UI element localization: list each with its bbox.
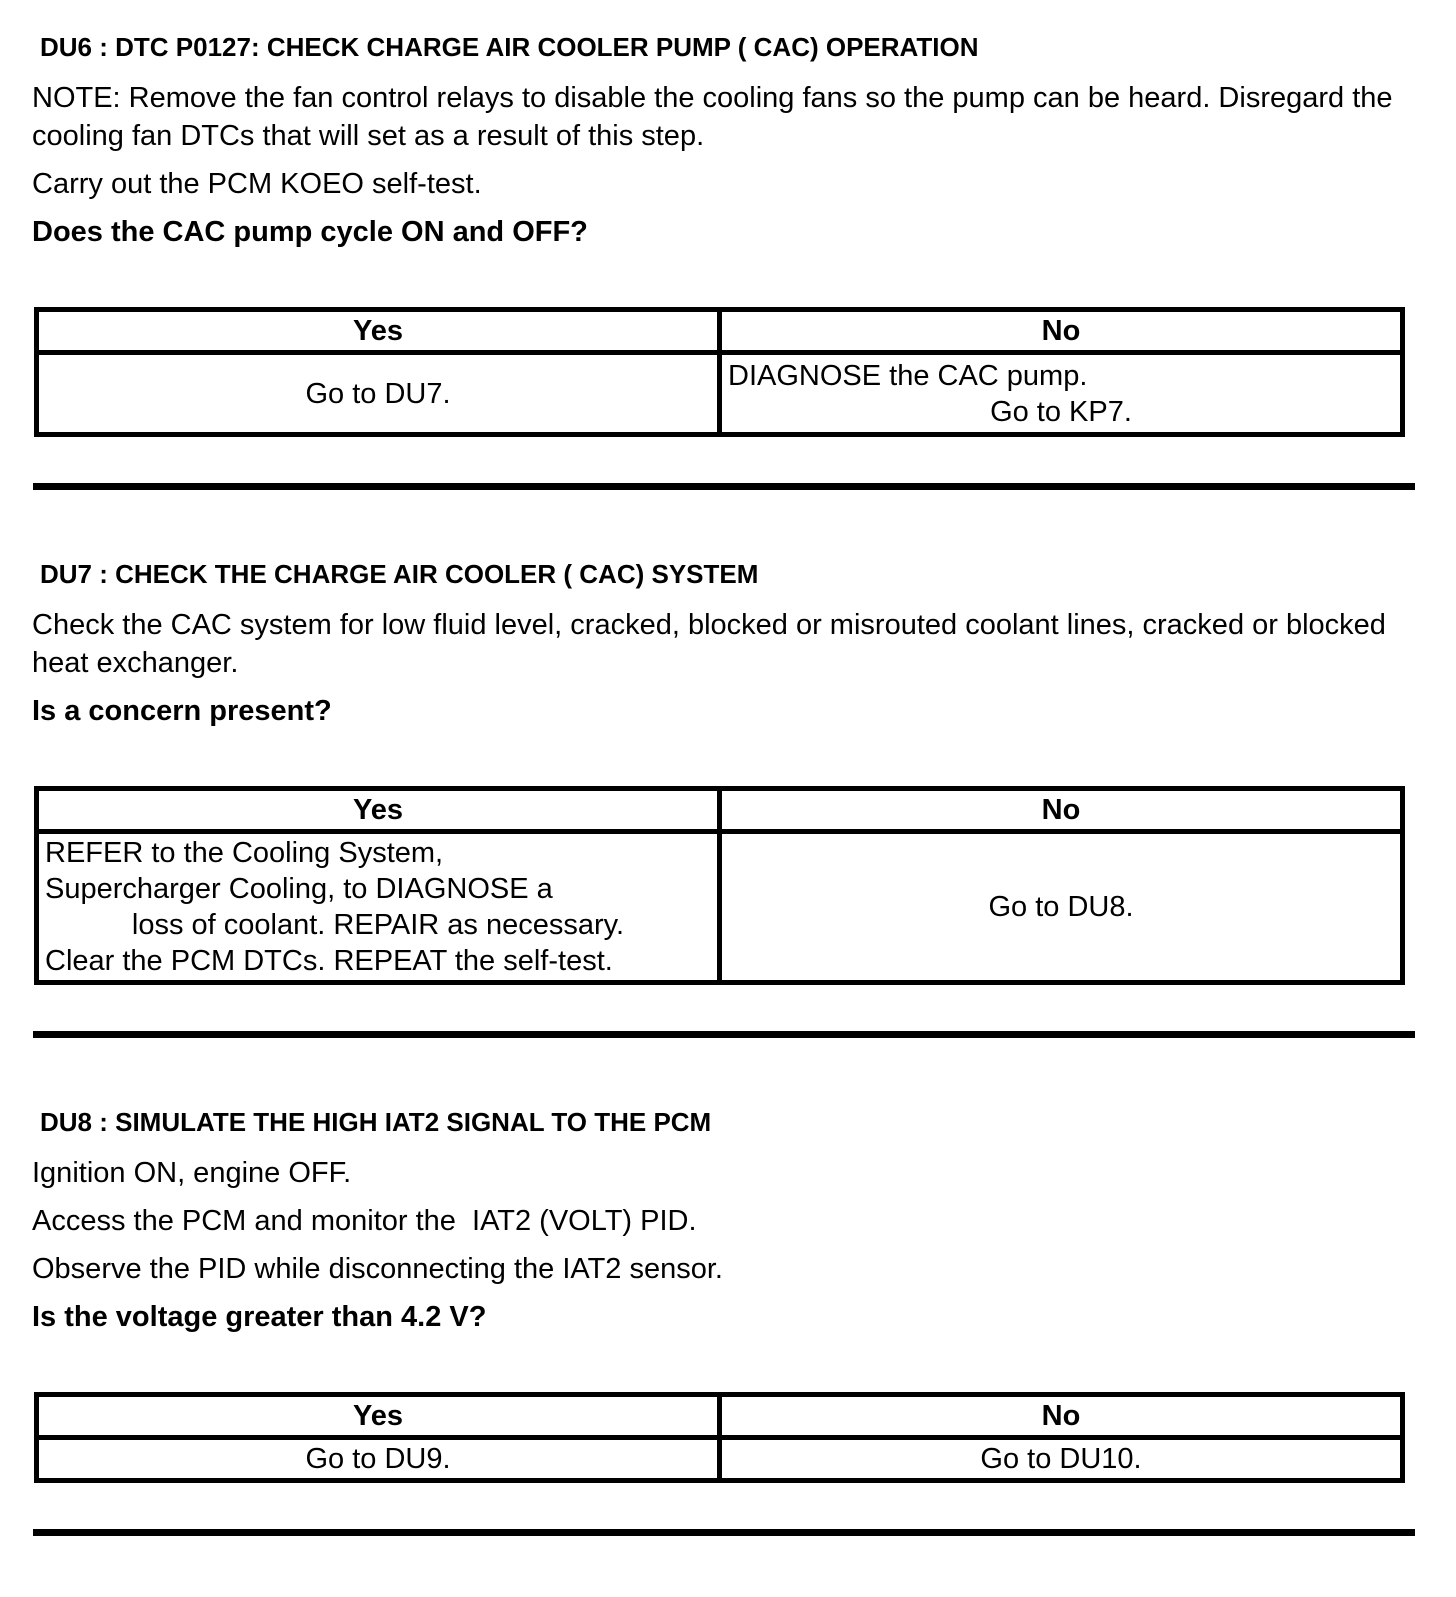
action-text: REFER to the Cooling System, [45, 837, 444, 869]
instruction-text: Ignition ON, engine OFF. [32, 1157, 352, 1189]
table-header-row [37, 1395, 1403, 1438]
question-text: Is a concern present? [32, 695, 332, 727]
no-action-cell [720, 1438, 1403, 1481]
instruction-text: Carry out the PCM KOEO self-test. [32, 168, 482, 200]
section-heading-du6: DU6 : DTC P0127: CHECK CHARGE AIR COOLER PUMP ( CAC) OPERATION [40, 32, 979, 62]
no-action-cell [720, 832, 1403, 983]
yes-no-table-du8 [34, 1392, 1405, 1483]
table-header-row [37, 310, 1403, 353]
question-text: Does the CAC pump cycle ON and OFF? [32, 216, 588, 248]
table-action-row [37, 1438, 1403, 1481]
instruction-text: Observe the PID while disconnecting the IAT2 sensor. [32, 1253, 723, 1285]
yes-action-cell [37, 1438, 720, 1481]
table-header-row [37, 789, 1403, 832]
action-text: Go to DU10. [980, 1443, 1142, 1475]
manual-page [0, 31, 1456, 1536]
action-text: Supercharger Cooling, to DIAGNOSE a [45, 873, 553, 905]
page-bottom-rule [33, 1529, 1415, 1536]
no-action-cell [720, 353, 1403, 435]
section-heading-du8: DU8 : SIMULATE THE HIGH IAT2 SIGNAL TO THE PCM [40, 1107, 712, 1137]
section-divider [33, 483, 1415, 490]
table-action-row [37, 832, 1403, 983]
section-heading-du7: DU7 : CHECK THE CHARGE AIR COOLER ( CAC) SYSTEM [40, 559, 759, 589]
table-action-row [37, 353, 1403, 435]
yes-column-header: Yes [37, 1395, 720, 1438]
no-column-header: No [720, 789, 1403, 832]
yes-action-cell [37, 832, 720, 983]
action-text: DIAGNOSE the CAC pump. [728, 359, 1088, 392]
yes-action-cell [37, 353, 720, 435]
note-text: NOTE: Remove the fan control relays to disable the cooling fans so the pump can be heard. Disregard the cooling fan DTCs that will set as a result of this step. [32, 82, 1401, 152]
action-text: loss of coolant. REPAIR as necessary. [131, 909, 625, 941]
action-text: Go to DU8. [988, 891, 1134, 923]
yes-no-table-du6 [34, 307, 1405, 437]
pinpoint-test-du8 [32, 1106, 1418, 1536]
no-column-header: No [720, 310, 1403, 353]
yes-column-header: Yes [37, 310, 720, 353]
action-text: Go to KP7. [990, 395, 1132, 428]
instruction-text: Access the PCM and monitor the IAT2 (VOLT) PID. [32, 1205, 697, 1237]
yes-column-header: Yes [37, 789, 720, 832]
instruction-text: Check the CAC system for low fluid level, cracked, blocked or misrouted coolant lines, cracked or blocked heat exchanger. [32, 609, 1394, 679]
yes-no-table-du7 [34, 786, 1405, 985]
section-divider [33, 1031, 1415, 1038]
action-text: Go to DU9. [305, 1443, 451, 1475]
pinpoint-test-du7 [32, 558, 1418, 1038]
action-text: Go to DU7. [305, 377, 451, 410]
no-column-header: No [720, 1395, 1403, 1438]
action-text: Clear the PCM DTCs. REPEAT the self-test. [45, 945, 613, 977]
question-text: Is the voltage greater than 4.2 V? [32, 1301, 487, 1333]
pinpoint-test-du6 [32, 31, 1418, 490]
